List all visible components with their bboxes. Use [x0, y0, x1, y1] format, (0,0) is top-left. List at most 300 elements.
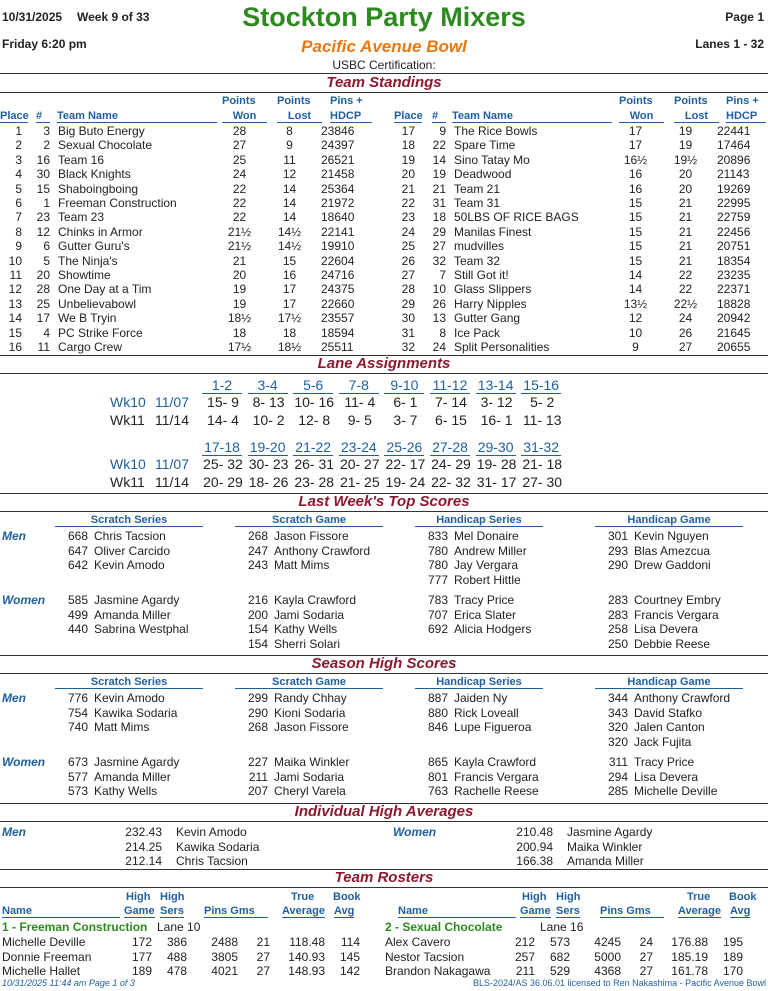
bowler-name: Matt Mims [274, 558, 330, 572]
lane-pair: 13-14 [476, 377, 516, 394]
score-entry [600, 706, 730, 721]
standings-row [0, 210, 365, 224]
points-lost: 19 [678, 124, 693, 138]
score-value: 311 [608, 755, 628, 769]
score-value: 780 [427, 543, 448, 558]
team-number: 15 [36, 181, 50, 196]
pins-hdcp: 19910 [321, 239, 355, 254]
header-high-game-top: High [522, 891, 547, 903]
lane-matchup: 25- 32 [203, 456, 243, 472]
bowler-name: Nestor Tacsion [385, 949, 465, 964]
roster-team-name: 2 - Sexual Chocolate [385, 920, 503, 934]
high-game: 172 [131, 935, 152, 949]
score-value: 707 [427, 607, 448, 622]
pins-hdcp: 22456 [717, 224, 751, 239]
score-value: 227 [247, 755, 268, 769]
points-won: 20 [232, 268, 247, 283]
score-entry [600, 735, 730, 750]
team-number: 29 [432, 224, 446, 239]
score-entry [420, 622, 531, 637]
standings-row [0, 282, 365, 296]
score-value: 440 [67, 622, 88, 636]
place: 6 [15, 196, 22, 211]
pins-hdcp: 24716 [321, 268, 355, 283]
team-number: 7 [439, 268, 446, 283]
score-entry [600, 558, 711, 573]
score-entry [420, 608, 531, 623]
book-average: 189 [722, 949, 743, 964]
header-hdcp: HDCP [330, 110, 372, 123]
book-average: 195 [722, 935, 743, 949]
team-name: Spare Time [454, 138, 516, 153]
lane-pair: 1-2 [202, 377, 242, 394]
true-average: 140.93 [288, 949, 325, 964]
team-number: 4 [43, 325, 50, 340]
score-value: 833 [427, 529, 448, 543]
score-entry [600, 691, 730, 706]
team-number: 23 [36, 210, 50, 225]
team-name: Split Personalities [454, 340, 550, 355]
handicap-game-header: Handicap Game [595, 514, 743, 527]
lane-matchup: 18- 26 [248, 474, 289, 490]
true-average: 148.93 [288, 964, 325, 978]
points-lost: 12 [282, 167, 297, 182]
score-entry [420, 755, 539, 770]
score-value: 211 [248, 769, 268, 784]
lane-pair: 3-4 [248, 377, 288, 394]
team-number: 17 [36, 311, 50, 326]
team-number: 6 [43, 239, 50, 254]
header-team-name: Team Name [452, 110, 612, 123]
score-list [240, 593, 356, 651]
score-value: 216 [247, 593, 268, 607]
points-won: 12 [628, 311, 643, 326]
score-entry [240, 622, 356, 637]
place: 12 [8, 282, 22, 297]
header-high-series-top: High [160, 891, 185, 903]
lane-matchup: 20- 29 [203, 474, 243, 490]
average-value: 212.14 [125, 854, 162, 868]
bowler-name: Rachelle Reese [454, 784, 539, 798]
score-list [240, 529, 370, 573]
place: 2 [15, 138, 22, 153]
standings-row [395, 311, 761, 325]
lane-matchup: 26- 31 [294, 456, 335, 472]
header-high-series-top: High [556, 891, 581, 903]
header-points-lost-top: Points [674, 95, 708, 107]
points-lost: 21 [678, 196, 693, 211]
score-entry [60, 755, 179, 770]
standings-row [0, 196, 365, 210]
bowler-name: Kayla Crawford [454, 755, 537, 769]
pins-hdcp: 18594 [321, 325, 355, 340]
team-number: 21 [432, 181, 446, 196]
place: 15 [8, 325, 22, 340]
bowler-name: Amanda Miller [567, 854, 644, 868]
score-entry [60, 720, 177, 735]
score-entry [420, 691, 531, 706]
bowler-name: Maika Winkler [567, 839, 643, 854]
place: 4 [15, 167, 22, 182]
pins-hdcp: 22759 [717, 210, 751, 225]
score-entry [240, 558, 370, 573]
lane-matchup: 7- 14 [435, 394, 467, 410]
standings-row [0, 167, 365, 181]
points-won: 9 [632, 340, 639, 355]
pins-hdcp: 21458 [321, 167, 355, 182]
bowler-name: Brandon Nakagawa [385, 964, 491, 978]
team-name: Cargo Crew [58, 340, 123, 355]
team-number: 20 [36, 268, 50, 283]
scratch-series-header: Scratch Series [55, 514, 203, 527]
pins-hdcp: 21972 [321, 196, 355, 211]
bowler-name: Michelle Deville [634, 784, 718, 798]
total-pins: 5000 [594, 949, 621, 964]
header-place: Place [394, 110, 423, 122]
points-lost: 14 [282, 196, 297, 211]
score-value: 887 [427, 691, 448, 705]
team-number: 19 [432, 167, 446, 182]
standings-row [0, 225, 365, 239]
lane-matchup: 15- 9 [207, 394, 239, 410]
women-label: Women [2, 755, 46, 769]
high-series: 386 [166, 935, 187, 949]
place: 7 [15, 210, 22, 225]
pins-hdcp: 21645 [717, 325, 751, 340]
standings-row [0, 326, 365, 340]
header-points-won-top: Points [619, 95, 653, 107]
divider [0, 92, 768, 93]
high-series: 682 [549, 949, 570, 964]
team-name: Team 16 [58, 152, 105, 167]
team-number: 26 [432, 296, 446, 311]
score-value: 577 [67, 769, 88, 784]
team-number: 11 [37, 340, 50, 355]
points-won: 17½ [227, 340, 252, 355]
header-pins-hdcp-top: Pins + [330, 95, 363, 107]
score-entry [240, 770, 349, 785]
standings-row [395, 282, 761, 296]
team-name: Deadwood [454, 167, 512, 182]
points-won: 15 [628, 210, 643, 225]
pins-hdcp: 25364 [321, 181, 355, 196]
lane-matchup: 14- 4 [207, 412, 239, 428]
points-won: 15 [628, 224, 643, 239]
bowler-name: Sherri Solari [274, 636, 341, 651]
lane-matchup: 30- 23 [248, 456, 289, 472]
roster-team-name: 1 - Freeman Construction [2, 920, 148, 934]
handicap-series-header: Handicap Series [415, 514, 543, 527]
pins-hdcp: 17464 [717, 138, 751, 153]
score-value: 740 [67, 720, 88, 734]
women-label: Women [393, 825, 437, 839]
pins-hdcp: 24375 [321, 282, 355, 297]
points-lost: 18 [282, 325, 297, 340]
score-entry [60, 558, 170, 573]
score-value: 283 [607, 593, 628, 607]
header-true-avg-top: True [291, 891, 315, 903]
bowler-name: Michelle Deville [2, 935, 86, 949]
bowler-name: Kevin Amodo [94, 691, 165, 705]
points-won: 14 [628, 282, 643, 297]
header-place: Place [0, 110, 29, 122]
true-average: 176.88 [671, 935, 708, 949]
standings-row [0, 182, 365, 196]
score-value: 763 [427, 784, 448, 798]
score-value: 673 [67, 755, 88, 769]
points-won: 10 [628, 325, 643, 340]
team-name: PC Strike Force [58, 325, 143, 340]
usbc-certification: USBC Certification: [332, 58, 436, 72]
average-value: 166.38 [516, 854, 553, 868]
standings-table-left [0, 124, 365, 355]
standings-row [0, 239, 365, 253]
bowler-name: Francis Vergara [454, 769, 539, 784]
pins-hdcp: 25511 [321, 340, 354, 355]
team-number: 30 [36, 167, 50, 182]
score-entry [420, 593, 531, 608]
handicap-game-header: Handicap Game [595, 676, 743, 689]
team-name: Unbelievabowl [58, 296, 137, 311]
place: 17 [401, 124, 415, 138]
roster-lane: Lane 16 [540, 920, 584, 934]
score-list [60, 691, 177, 735]
high-series: 529 [549, 964, 570, 978]
team-name: Gutter Gang [454, 311, 521, 326]
points-lost: 18½ [277, 340, 302, 355]
true-average: 161.78 [671, 964, 708, 978]
team-number: 27 [432, 239, 446, 254]
points-won: 16 [628, 167, 643, 182]
score-entry [60, 691, 177, 706]
score-value: 642 [67, 558, 88, 572]
lane-matchup: 11- 13 [522, 412, 562, 428]
points-won: 16 [628, 181, 643, 196]
week-label: Wk10 [110, 394, 146, 410]
points-lost: 14 [282, 181, 297, 196]
bowler-name: Jasmine Agardy [567, 825, 653, 839]
score-value: 258 [607, 622, 628, 636]
bowler-name: Courtney Embry [634, 593, 721, 607]
score-entry [240, 691, 349, 706]
week-label: Week 9 of 33 [77, 10, 150, 24]
place: 32 [401, 340, 415, 355]
team-number: 16 [36, 152, 50, 167]
score-value: 154 [247, 636, 268, 651]
games: 21 [256, 935, 270, 949]
team-number: 31 [432, 196, 446, 211]
score-entry [240, 755, 349, 770]
lanes-range: Lanes 1 - 32 [695, 37, 764, 51]
points-lost: 17 [282, 282, 297, 297]
points-won: 24 [232, 167, 247, 182]
standings-row [0, 124, 365, 138]
bowler-name: Kawika Sodaria [94, 705, 178, 720]
points-lost: 20 [678, 167, 693, 182]
points-won: 18 [232, 325, 247, 340]
score-entry [240, 544, 370, 559]
points-won: 19 [232, 296, 247, 311]
bowler-name: Mel Donaire [454, 529, 519, 543]
points-lost: 22½ [673, 296, 698, 311]
header-pins-hdcp-top: Pins + [726, 95, 759, 107]
score-value: 344 [607, 691, 628, 705]
header-book-avg-top: Book [333, 891, 361, 903]
bowler-name: Robert Hittle [454, 572, 521, 587]
standings-row [0, 268, 365, 282]
men-label: Men [2, 529, 26, 543]
place: 31 [401, 325, 415, 340]
bowler-name: Michelle Hallet [2, 964, 81, 978]
pins-hdcp: 22441 [717, 124, 751, 138]
header-high-series: Sers [160, 905, 184, 917]
lane-pair: 21-22 [293, 439, 333, 456]
team-name: Gutter Guru's [58, 239, 130, 254]
bowler-name: Kioni Sodaria [274, 705, 346, 720]
score-entry [420, 770, 539, 785]
total-pins: 2488 [211, 935, 238, 949]
score-list [60, 593, 189, 637]
score-value: 783 [427, 593, 448, 607]
score-entry [600, 608, 721, 623]
header-true-avg: Average [678, 905, 722, 917]
standings-table-right [395, 124, 761, 355]
score-list [600, 691, 730, 749]
standings-row [395, 254, 761, 268]
bowler-name: Blas Amezcua [634, 543, 711, 558]
bowler-name: Oliver Carcido [94, 543, 171, 558]
average-value: 210.48 [516, 825, 553, 839]
header-high-series: Sers [556, 905, 580, 917]
bowler-name: Kevin Amodo [176, 825, 247, 839]
team-name: We B Tryin [58, 311, 117, 326]
pins-hdcp: 18828 [717, 296, 751, 311]
bowler-name: Amanda Miller [94, 607, 171, 622]
header-lost: Lost [674, 110, 719, 123]
pins-hdcp: 22604 [321, 253, 355, 268]
score-value: 647 [67, 543, 88, 558]
lane-pair: 17-18 [202, 439, 242, 456]
header-pins-games: Pins Gms [600, 905, 664, 918]
score-entry [600, 755, 717, 770]
bowler-name: Jalen Canton [634, 720, 705, 734]
standings-row [395, 297, 761, 311]
header-name: Name [2, 905, 120, 918]
points-won: 15 [628, 253, 643, 268]
place: 22 [401, 196, 415, 211]
bowler-name: Kevin Nguyen [634, 529, 709, 543]
week-date: 11/07 [155, 394, 189, 410]
score-entry [420, 573, 527, 588]
points-won: 18½ [227, 311, 252, 326]
report-date: 10/31/2025 [2, 10, 63, 24]
bowler-name: Lisa Devera [634, 622, 699, 636]
standings-row [0, 311, 365, 325]
standings-row [0, 297, 365, 311]
team-name: mudvilles [454, 239, 505, 254]
header-pins-games: Pins Gms [204, 905, 268, 918]
standings-row [395, 326, 761, 340]
average-value: 232.43 [125, 825, 162, 839]
points-won: 19 [232, 282, 247, 297]
bowler-name: Kevin Amodo [94, 558, 165, 572]
games: 24 [639, 935, 653, 949]
book-average: 145 [339, 949, 360, 964]
lane-pair: 19-20 [248, 439, 288, 456]
bowler-name: Rick Loveall [454, 705, 519, 720]
pins-hdcp: 24397 [321, 138, 355, 153]
footer-right: BLS-2024/AS 36.06.01 licensed to Ren Nakashima - Pacific Avenue Bowl [472, 978, 766, 988]
lane-matchup: 11- 4 [344, 394, 376, 410]
week-label: Wk10 [110, 456, 146, 472]
bowling-center: Pacific Avenue Bowl [301, 37, 467, 56]
score-value: 301 [607, 529, 628, 543]
team-number: 3 [43, 124, 50, 138]
points-lost: 8 [286, 124, 293, 138]
score-value: 846 [427, 720, 448, 734]
score-list [420, 691, 531, 735]
men-label: Men [2, 691, 26, 705]
team-number: 22 [432, 138, 446, 153]
bowler-name: Donnie Freeman [2, 949, 92, 964]
team-number: 24 [432, 340, 446, 355]
bowler-name: Chris Tacsion [176, 854, 248, 868]
pins-hdcp: 20896 [717, 152, 751, 167]
bowler-name: Jami Sodaria [274, 769, 345, 784]
header-high-game-top: High [126, 891, 151, 903]
score-list [600, 529, 711, 573]
team-name: Showtime [58, 268, 111, 283]
high-series: 573 [549, 935, 570, 949]
points-lost: 15 [282, 253, 297, 268]
lane-pair: 15-16 [521, 377, 561, 394]
points-won: 22 [232, 196, 247, 211]
place: 16 [8, 340, 22, 355]
score-entry [240, 720, 349, 735]
lane-matchup: 24- 29 [431, 456, 471, 472]
team-number: 25 [36, 296, 50, 311]
points-won: 16½ [623, 152, 648, 167]
pins-hdcp: 22995 [717, 196, 751, 211]
score-value: 776 [67, 691, 88, 705]
bowler-name: Andrew Miller [454, 543, 527, 558]
bowler-name: Alex Cavero [385, 935, 451, 949]
score-entry [60, 529, 170, 544]
scratch-game-header: Scratch Game [235, 676, 383, 689]
header-book-avg-top: Book [729, 891, 757, 903]
header-true-avg: Average [282, 905, 326, 917]
standings-row [0, 340, 365, 354]
total-pins: 4021 [211, 964, 238, 978]
pins-hdcp: 20751 [717, 239, 751, 254]
score-entry [60, 544, 170, 559]
team-number: 32 [432, 253, 446, 268]
score-entry [600, 637, 721, 652]
pins-hdcp: 20655 [717, 340, 751, 355]
score-value: 801 [427, 769, 448, 784]
high-game: 257 [514, 949, 535, 964]
score-list [60, 755, 179, 799]
place: 24 [401, 224, 415, 239]
score-entry [240, 608, 356, 623]
score-list [240, 755, 349, 799]
high-series: 488 [166, 949, 187, 964]
score-value: 320 [607, 720, 628, 734]
standings-row [395, 196, 761, 210]
section-team-standings: Team Standings [326, 74, 442, 91]
header-lost: Lost [277, 110, 322, 123]
lane-pair: 25-26 [384, 439, 424, 456]
